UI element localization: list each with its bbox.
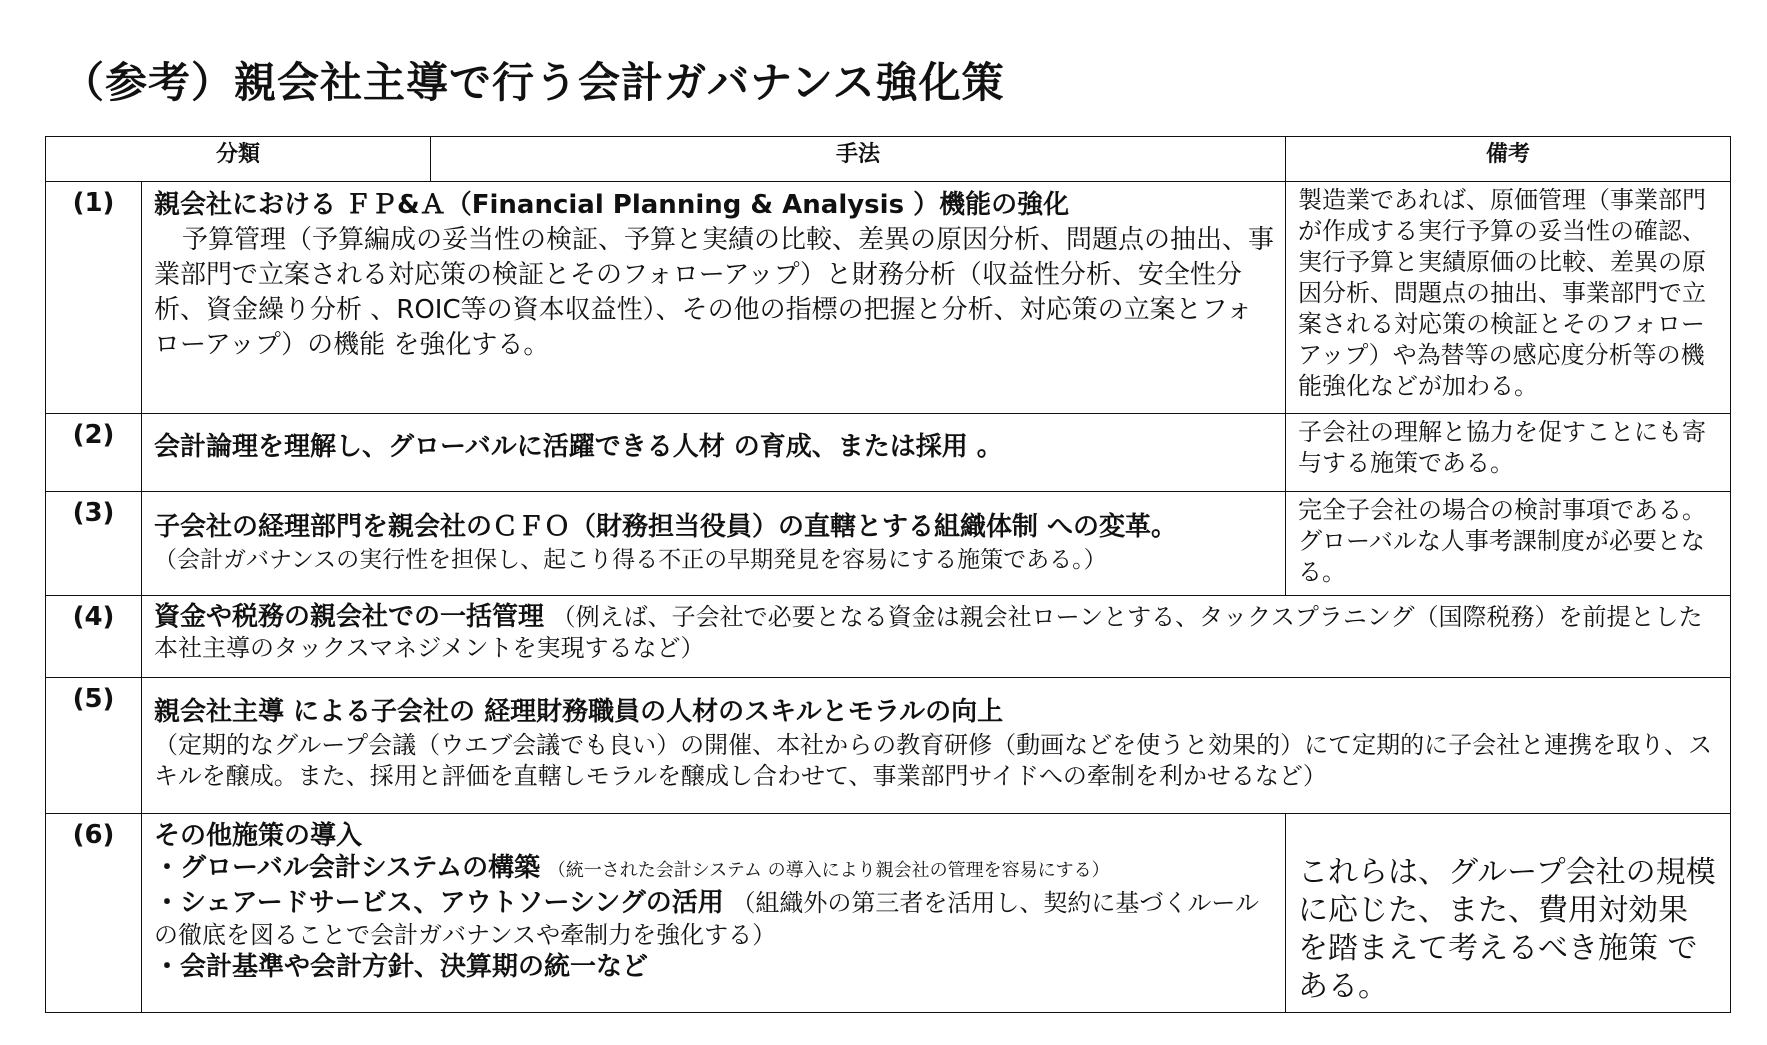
item-label: ・会計基準や会計方針、決算期の統一など	[154, 952, 649, 982]
item-label: ・グローバル会計システムの構築	[154, 853, 541, 883]
item-detail: （統一された会計システム の導入により親会社の管理を容易にする）	[547, 860, 1110, 881]
list-item	[154, 852, 1275, 887]
table-header-row	[46, 137, 1731, 182]
row-body: （定期的なグループ会議（ウエブ会議でも良い）の開催、本社からの教育研修（動画などを使うと効果的）にて定期的に子会社と連携を取り、スキルを醸成。また、採用と評価を直轄しモラルを醸成し合わせて、事業部門サイドへの牽制を利かせるなど）	[154, 731, 1713, 790]
method-cell	[142, 414, 1286, 492]
method-cell	[142, 492, 1286, 596]
list-item	[154, 887, 1275, 951]
header-category: 分類	[46, 137, 431, 182]
row-number: (5)	[46, 678, 142, 814]
governance-table	[45, 136, 1731, 1013]
row-number: (2)	[46, 414, 142, 492]
row-heading: 親会社における ＦＰ&Ａ（Financial Planning & Analysis ）機能の強化	[154, 190, 1070, 220]
row-heading: 親会社主導 による子会社の 経理財務職員の人材のスキルとモラルの向上	[154, 697, 1004, 727]
row-number: (6)	[46, 814, 142, 1013]
remarks-cell: 完全子会社の場合の検討事項である。グローバルな人事考課制度が必要となる。	[1286, 492, 1731, 596]
remarks-cell: 子会社の理解と協力を促すことにも寄与する施策である。	[1286, 414, 1731, 492]
header-remarks: 備考	[1286, 137, 1731, 182]
row-number: (3)	[46, 492, 142, 596]
table-row	[46, 182, 1731, 414]
method-cell	[142, 182, 1286, 414]
row-body: 予算管理（予算編成の妥当性の検証、予算と実績の比較、差異の原因分析、問題点の抽出、事業部門で立案される対応策の検証とそのフォローアップ）と財務分析（収益性分析、安全性分析、資金繰り分析 、ROIC等の資本収益性）、その他の指標の把握と分析、対応策の立案とフォローアップ）の機能 を強化する。	[154, 225, 1275, 360]
row-body: （会計ガバナンスの実行性を担保し、起こり得る不正の早期発見を容易にする施策である。）	[154, 547, 1107, 573]
item-label: ・シェアードサービス、アウトソーシングの活用	[154, 888, 724, 918]
method-cell	[142, 814, 1286, 1013]
remarks-cell: これらは、グループ会社の規模に応じた、また、費用対効果 を踏まえて考えるべき施策 である。	[1286, 814, 1731, 1013]
row-heading: 資金や税務の親会社での一括管理	[154, 602, 545, 632]
header-method: 手法	[431, 137, 1286, 182]
list-item	[154, 951, 1275, 983]
table-row	[46, 596, 1731, 678]
row-heading: 子会社の経理部門を親会社のＣＦＯ（財務担当役員）の直轄とする組織体制 への変革。	[154, 512, 1178, 542]
row-heading: その他施策の導入	[154, 821, 363, 851]
row-number: (4)	[46, 596, 142, 678]
remarks-cell: 製造業であれば、原価管理（事業部門が作成する実行予算の妥当性の確認、実行予算と実績原価の比較、差異の原因分析、問題点の抽出、事業部門で立案される対応策の検証とそのフォローアップ）や為替等の感応度分析等の機能強化などが加わる。	[1286, 182, 1731, 414]
table-row	[46, 414, 1731, 492]
table-row	[46, 678, 1731, 814]
method-cell	[142, 678, 1731, 814]
page-title: （参考）親会社主導で行う会計ガバナンス強化策	[62, 58, 1005, 107]
row-heading: 会計論理を理解し、グローバルに活躍できる人材 の育成、または採用 。	[154, 432, 1003, 462]
table-row	[46, 814, 1731, 1013]
row-body: （例えば、子会社で必要となる資金は親会社ローンとする、タックスプラニング（国際税務）を前提とした本社主導のタックスマネジメントを実現するなど）	[154, 603, 1703, 662]
table-row	[46, 492, 1731, 596]
method-cell	[142, 596, 1731, 678]
item-detail: （組織外の第三者を活用し、契約に基づくルールの徹底を図ることで会計ガバナンスや牽制力を強化する）	[154, 889, 1259, 949]
row-number: (1)	[46, 182, 142, 414]
